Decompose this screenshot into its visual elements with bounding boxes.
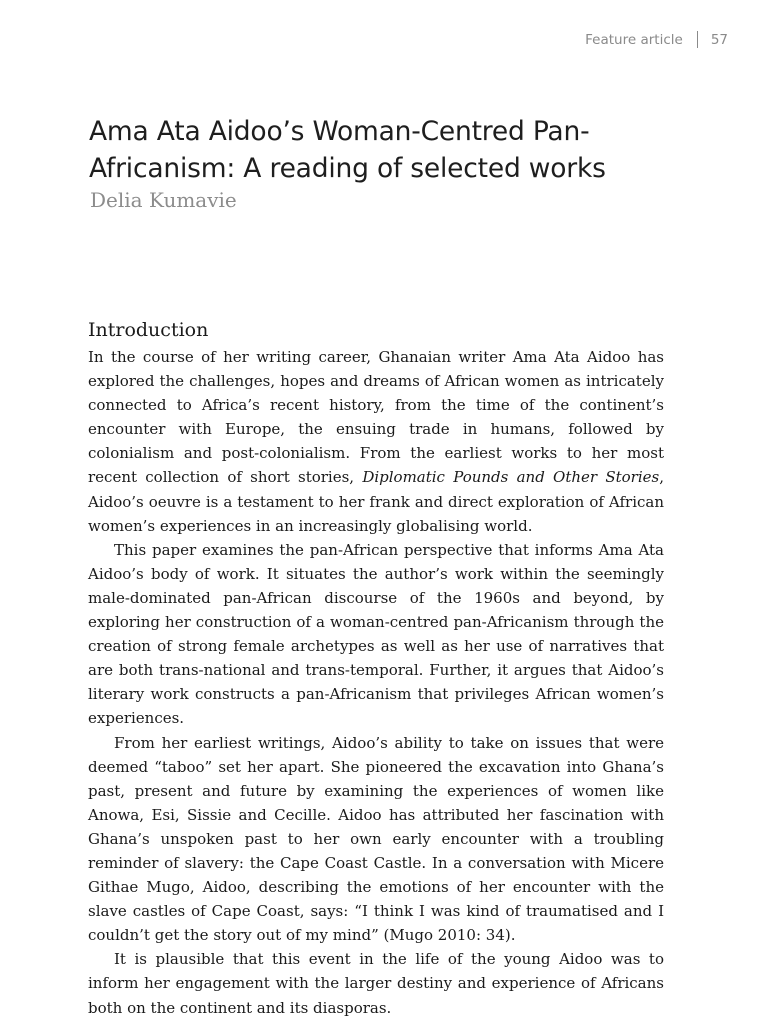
article-title: Ama Ata Aidoo’s Woman-Centred Pan-Africanism: A reading of selected works xyxy=(89,116,606,184)
page-number: 57 xyxy=(710,31,728,48)
running-head-divider xyxy=(697,31,698,48)
book-title-italic: Diplomatic Pounds and Other Stories xyxy=(362,468,660,487)
section-heading-introduction: Introduction xyxy=(88,319,209,341)
running-head xyxy=(585,31,728,48)
paragraph-1-text-end: , Aidoo’s oeuvre is a testament to her frank and direct exploration of African women’s experiences in an increasingly globalising world. xyxy=(88,468,664,535)
article-body xyxy=(88,345,664,1020)
paragraph-1-text-start: In the course of her writing career, Ghanaian writer Ama Ata Aidoo has explored the challenges, hopes and dreams of African women as intricately connected to Africa’s recent history, from the time of the continent’s encounter with Europe, the ensuing trade in humans, followed by colonialism and post-colonialism. From the earliest works to her most recent collection of short stories, xyxy=(88,348,664,487)
paragraph-2: This paper examines the pan-African perspective that informs Ama Ata Aidoo’s body of work. It situates the author’s work within the seemingly male-dominated pan-African discourse of the 1960s and beyond, by exploring her construction of a woman-centred pan-Africanism through the creation of strong female archetypes as well as her use of narratives that are both trans-national and trans-temporal. Further, it argues that Aidoo’s literary work constructs a pan-Africanism that privileges African women’s experiences. xyxy=(88,540,664,728)
paragraph-3: From her earliest writings, Aidoo’s ability to take on issues that were deemed “taboo” set her apart. She pioneered the excavation into Ghana’s past, present and future by examining the experiences of women like Anowa, Esi, Sissie and Cecille. Aidoo has attributed her fascination with Ghana’s unspoken past to her own early encounter with a troubling reminder of slavery: the Cape Coast Castle. In a conversation with Micere Githae Mugo, Aidoo, describing the emotions of her encounter with the slave castles of Cape Coast, says: “I think I was kind of traumatised and I couldn’t get the story out of my mind” (Mugo 2010: 34). xyxy=(88,733,664,945)
running-head-section: Feature article xyxy=(585,31,683,48)
article-author: Delia Kumavie xyxy=(90,188,237,212)
paragraph-4: It is plausible that this event in the life of the young Aidoo was to inform her engagement with the larger destiny and experience of Africans both on the continent and its diasporas. xyxy=(88,950,664,1017)
paragraph-1 xyxy=(88,345,664,538)
